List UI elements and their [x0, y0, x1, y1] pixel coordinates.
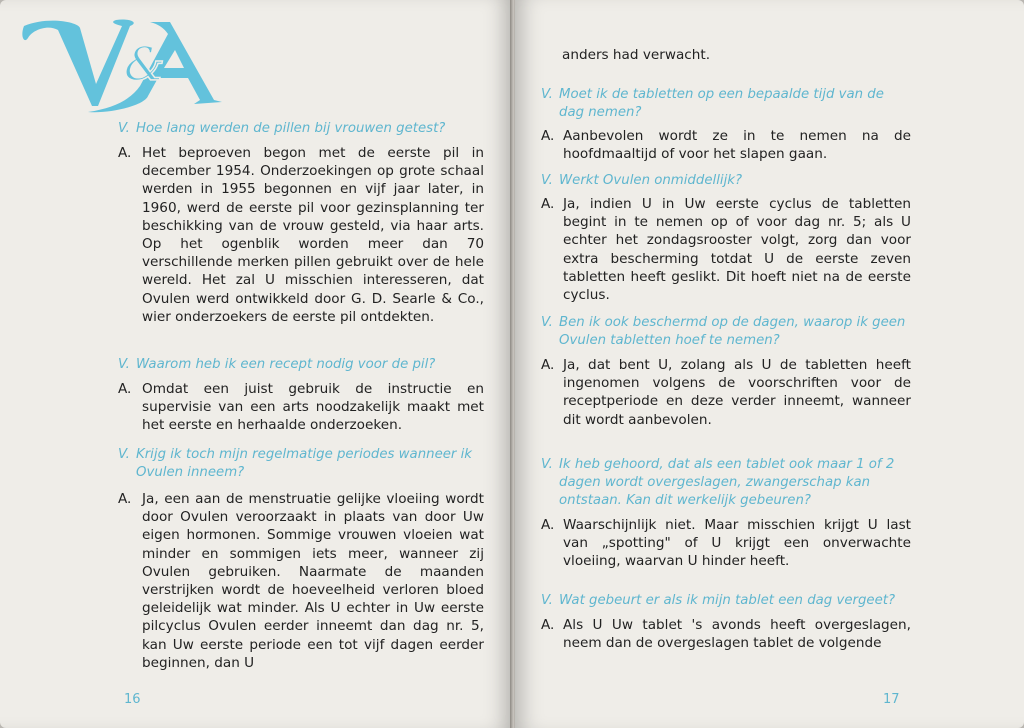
answer: Ja, een aan de menstruatie gelijke vloeiing wordt door Ovulen veroorzaakt in plaats van door Uw eigen hormonen. Sommige vrouwen vloeien wat minder en sommigen iets meer, wanneer zij Ovulen gebruiken. Naarmate de maanden verstrijken wordt de hoeveelheid verloren bloed geleidelijk wat minder. Als U echter in Uw eerste pilcyclus Ovulen eerder inneemt dan dag nr. 5, kan Uw eerste periode een tot vijf dagen eerder beginnen, dan U [142, 491, 484, 671]
question-marker: V. [541, 173, 553, 188]
question-marker: V. [118, 357, 130, 372]
answer-marker: A. [118, 145, 132, 161]
svg-text:&: & [124, 37, 165, 91]
faq-block [118, 446, 484, 672]
question-marker: V. [541, 593, 553, 608]
faq-block [541, 592, 911, 652]
va-logo [18, 14, 228, 114]
question: Werkt Ovulen onmiddellijk? [559, 173, 743, 188]
answer: Ja, indien U in Uw eerste cyclus de tabletten begint in te nemen op of voor dag nr. 5; als U echter het zondagsrooster volgt, zorg dan voor extra bescherming totdat U de eerste zeven tabletten heeft geslikt. Dit hoeft niet na de eerste cyclus. [563, 196, 911, 304]
faq-block [118, 356, 484, 435]
answer: Omdat een juist gebruik de instructie en supervisie van een arts noodzakelijk maakt met het eerste en herhaalde onderzoeken. [142, 381, 484, 434]
page-number: 16 [124, 692, 141, 707]
question: Wat gebeurt er als ik mijn tablet een dag vergeet? [559, 593, 896, 608]
question-marker: V. [541, 87, 553, 102]
answer: Aanbevolen wordt ze in te nemen na de hoofdmaaltijd of voor het slapen gaan. [563, 128, 911, 163]
faq-block [541, 314, 911, 429]
question-marker: V. [541, 315, 553, 330]
question-marker: V. [541, 457, 553, 472]
question-marker: V. [118, 121, 130, 136]
answer-marker: A. [118, 381, 132, 397]
answer-marker: A. [541, 196, 555, 212]
answer: Ja, dat bent U, zolang als U de tabletten heeft ingenomen volgens de voorschriften voor de receptperiode en deze verder inneemt, wanneer dit wordt aanbevolen. [563, 357, 911, 428]
faq-block [541, 172, 911, 304]
right-page [515, 0, 1024, 728]
answer-marker: A. [541, 617, 555, 633]
answer: Het beproeven begon met de eerste pil in december 1954. Onderzoekingen op grote schaal werden in 1955 begonnen en vijf jaar later, in 1960, werd de eerste pil voor gezinsplanning ter beschikking van de vrouw gesteld, via haar arts. Op het ogenblik worden meer dan 70 verschillende merken pillen gebruikt over de hele wereld. Het zal U misschien interesseren, dat Ovulen werd ontwikkeld door G. D. Searle & Co., wier onderzoekers de eerste pil ontdekten. [142, 145, 484, 325]
continuation-text: anders had verwacht. [562, 47, 711, 63]
faq-block [541, 456, 911, 571]
answer-marker: A. [541, 357, 555, 373]
answer-marker: A. [541, 517, 555, 533]
question: Waarom heb ik een recept nodig voor de pil? [136, 357, 436, 372]
faq-block [118, 120, 484, 326]
faq-block [541, 86, 911, 163]
question: Krijg ik toch mijn regelmatige periodes wanneer ik Ovulen inneem? [136, 447, 473, 480]
answer-marker: A. [118, 491, 132, 507]
question: Moet ik de tabletten op een bepaalde tijd van de dag nemen? [559, 87, 884, 120]
question: Ben ik ook beschermd op de dagen, waarop ik geen Ovulen tabletten hoef te nemen? [559, 315, 906, 348]
answer: Als U Uw tablet 's avonds heeft overgeslagen, neem dan de overgeslagen tablet de volgende [563, 617, 911, 652]
question: Ik heb gehoord, dat als een tablet ook maar 1 of 2 dagen wordt overgeslagen, zwangerschap kan ontstaan. Kan dit werkelijk gebeuren? [559, 457, 895, 508]
question: Hoe lang werden de pillen bij vrouwen getest? [136, 121, 446, 136]
answer: Waarschijnlijk niet. Maar misschien krijgt U last van „spotting" of U krijgt een onverwachte vloeiing, waarvan U hinder heeft. [563, 517, 911, 570]
page-number: 17 [883, 692, 900, 707]
answer-marker: A. [541, 128, 555, 144]
question-marker: V. [118, 447, 130, 462]
